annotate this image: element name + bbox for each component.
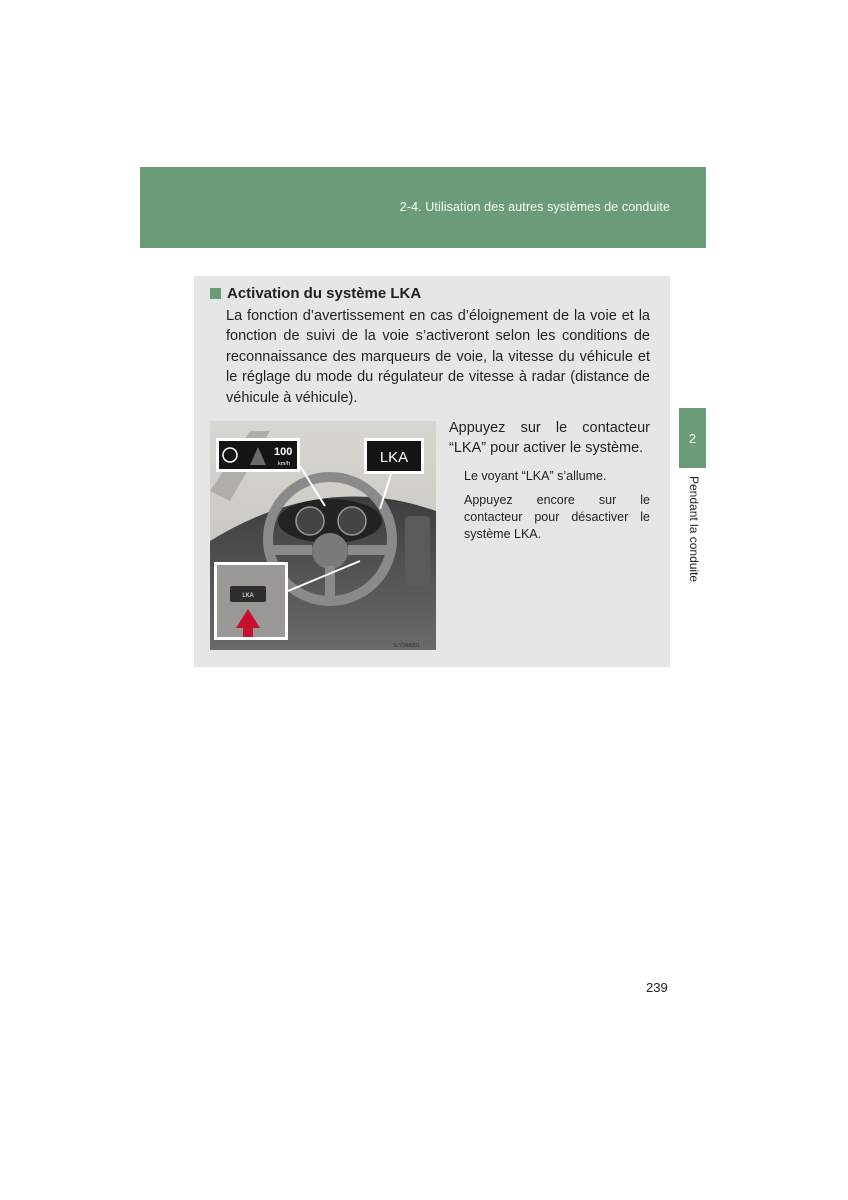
step-instruction: Appuyez sur le contacteur “LKA” pour activer le système. bbox=[449, 420, 650, 456]
page-number: 239 bbox=[646, 980, 668, 995]
section-heading bbox=[210, 285, 421, 302]
lka-switch-label: LKA bbox=[242, 593, 254, 599]
intro-paragraph: La fonction d’avertissement en cas d’éloignement de la voie et la fonction de suivi de la voie s’activeront selon les conditions de reconnaissance des marqueurs de voie, la vitesse du véhicule et le réglage du mode du régulateur de vitesse à radar (distance de véhicule à véhicule). bbox=[226, 308, 650, 406]
info-box bbox=[194, 276, 670, 667]
chapter-header-band bbox=[140, 167, 706, 248]
display-speed: 100 bbox=[274, 446, 293, 458]
chapter-number: 2 bbox=[688, 430, 697, 446]
dashboard-illustration bbox=[210, 421, 436, 650]
display-unit: km/h bbox=[278, 461, 290, 467]
chapter-tab[interactable] bbox=[679, 408, 706, 468]
lka-indicator-label: LKA bbox=[379, 449, 409, 466]
section-title: 2-4. Utilisation des autres systèmes de conduite bbox=[399, 200, 670, 214]
chapter-label: Pendant la conduite bbox=[687, 476, 701, 583]
image-code: SLY2AA201 bbox=[393, 643, 420, 649]
note-deactivate: Appuyez encore sur le contacteur pour désactiver le système LKA. bbox=[464, 493, 650, 541]
note-indicator-on: Le voyant “LKA” s’allume. bbox=[464, 469, 607, 483]
square-bullet-icon bbox=[210, 288, 221, 299]
section-heading-text: Activation du système LKA bbox=[227, 285, 422, 302]
